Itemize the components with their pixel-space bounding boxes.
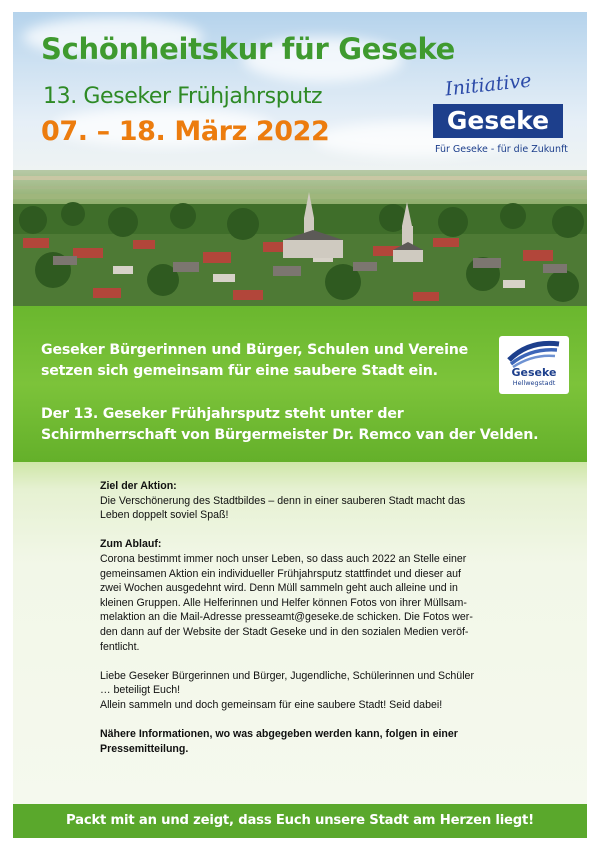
swoosh-icon (499, 336, 569, 368)
initiative-script-text: Initiative (444, 69, 533, 101)
ziel-line: Die Verschönerung des Stadtbildes – denn in einer sauberen Stadt macht das (100, 494, 466, 507)
body-text (100, 479, 520, 756)
ablauf-line: Corona bestimmt immer noch unser Leben, so dass auch 2022 an Stelle einer (100, 552, 467, 565)
poster-subtitle: 13. Geseker Frühjahrsputz (43, 84, 323, 109)
town-panorama-photo (13, 170, 587, 306)
appeal-line: Allein sammeln und doch gemeinsam für eine saubere Stadt! Seid dabei! (100, 698, 443, 711)
appeal-line: Liebe Geseker Bürgerinnen und Bürger, Jugendliche, Schülerinnen und Schüler (100, 669, 474, 682)
ziel-line: Leben doppelt soviel Spaß! (100, 509, 229, 522)
initiative-logo-tagline: Für Geseke - für die Zukunft (435, 144, 568, 155)
hellwegstadt-logo (499, 336, 569, 394)
intro-line-1: Geseker Bürgerinnen und Bürger, Schulen und Vereine (41, 342, 469, 358)
footer-slogan: Packt mit an und zeigt, dass Euch unsere Stadt am Herzen liegt! (13, 804, 587, 838)
ablauf-heading: Zum Ablauf: (100, 538, 162, 551)
ziel-heading: Ziel der Aktion: (100, 480, 177, 492)
poster (13, 12, 587, 838)
body-section (13, 462, 587, 804)
ablauf-line: zwei Wochen ausgedehnt wird. Denn Müll sammeln geht auch alleine und in (100, 582, 458, 595)
info-line: Nähere Informationen, wo was abgegeben werden kann, folgen in einer (100, 728, 458, 741)
hellweg-logo-sub: Hellwegstadt (512, 379, 556, 387)
initiative-logo-name: Geseke (433, 104, 563, 138)
poster-title: Schönheitskur für Geseke (41, 32, 456, 66)
event-date: 07. – 18. März 2022 (41, 116, 330, 147)
patronage-line-1: Der 13. Geseker Frühjahrsputz steht unter der (41, 406, 404, 422)
intro-line-2: setzen sich gemeinsam für eine saubere Stadt ein. (41, 363, 438, 379)
ablauf-line: melaktion an die Mail-Adresse presseamt@geseke.de schicken. Die Fotos wer- (100, 611, 473, 624)
info-line: Pressemitteilung. (100, 742, 189, 755)
ablauf-line: kleinen Gruppen. Alle Helferinnen und Helfer können Fotos von ihrer Müllsam- (100, 596, 467, 609)
appeal-line: … beteiligt Euch! (100, 684, 181, 697)
hellweg-logo-name: Geseke (511, 366, 557, 379)
ablauf-line: den dann auf der Website der Stadt Geseke und in den sozialen Medien veröf- (100, 625, 469, 638)
ablauf-line: gemeinsamen Aktion ein individueller Frühjahrsputz stattfindet und dieser auf (100, 567, 461, 580)
patronage-line-2: Schirmherrschaft von Bürgermeister Dr. Remco van der Velden. (41, 427, 539, 443)
intro-band (13, 306, 587, 462)
ablauf-line: fentlicht. (100, 640, 140, 653)
poster-header (13, 12, 587, 170)
